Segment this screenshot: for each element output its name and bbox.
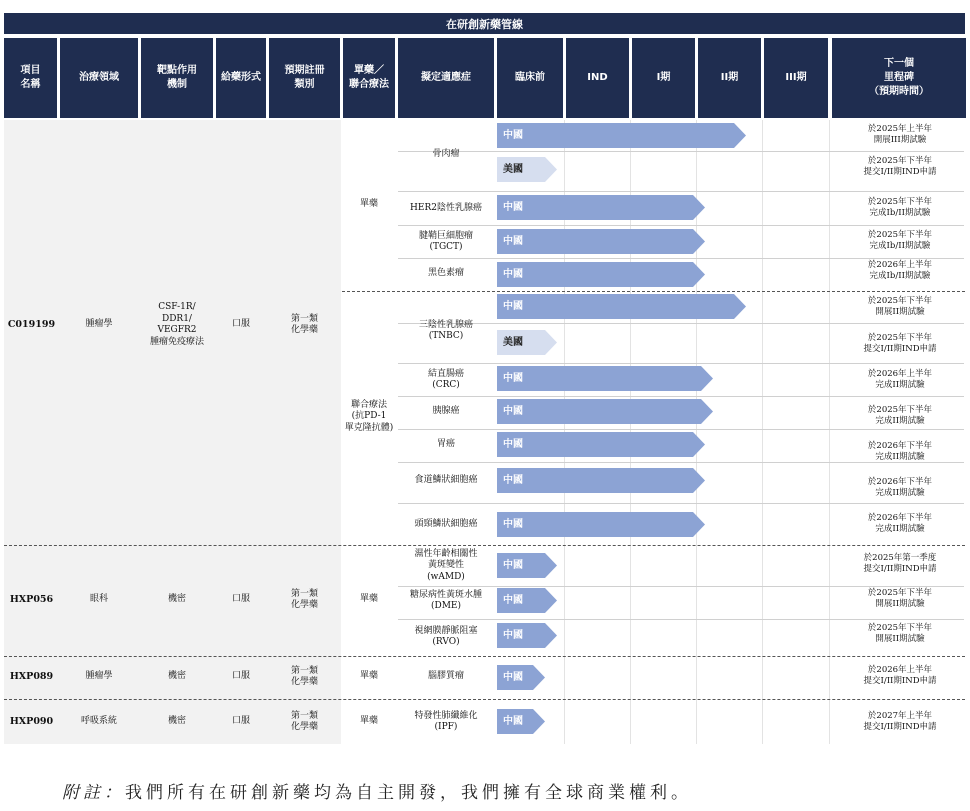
- progress-bar-region-label: 中國: [503, 373, 523, 384]
- registration-category: 第一類 化學藥: [290, 313, 318, 335]
- progress-bar: [497, 294, 746, 319]
- header-indication: 擬定適應症: [398, 38, 494, 118]
- progress-bar-region-label: 中國: [503, 672, 523, 683]
- progress-bar-region-label: 中國: [503, 475, 523, 486]
- progress-bar: [497, 553, 557, 578]
- progress-bar-region-label: 中國: [503, 236, 523, 247]
- row-divider: [398, 503, 964, 504]
- progress-bar: [497, 588, 557, 613]
- milestone: 於2027年上半年 提交I/II期IND申請: [863, 711, 937, 732]
- milestone: 於2026年下半年 完成II期試驗: [867, 513, 933, 534]
- indication: 頭頸鱗狀細胞癌: [414, 519, 478, 530]
- indication: 腦膠質瘤: [427, 671, 464, 682]
- progress-bar: [497, 157, 557, 182]
- row-divider: [398, 191, 964, 192]
- progress-bar-region-label: 中國: [503, 406, 523, 417]
- grid-line: [762, 120, 763, 744]
- progress-bar: [497, 432, 705, 457]
- progress-bar-region-label: 中國: [503, 630, 523, 641]
- progress-bar-region-label: 中國: [503, 130, 523, 141]
- indication: 糖尿病性黃斑水腫 (DME): [409, 589, 482, 611]
- indication: 胰腺癌: [432, 406, 460, 417]
- progress-bar: [497, 330, 557, 355]
- mechanism: 機密: [167, 716, 186, 727]
- milestone: 於2025年下半年 提交I/II期IND申請: [863, 333, 937, 354]
- progress-bar-region-label: 中國: [503, 301, 523, 312]
- project-divider: [4, 545, 965, 546]
- progress-bar: [497, 195, 705, 220]
- therapeutic-area: 腫瘤學: [85, 319, 113, 330]
- progress-bar-region-label: 中國: [503, 439, 523, 450]
- grid-line: [829, 120, 830, 744]
- milestone: 於2025年下半年 完成Ib/II期試驗: [867, 197, 933, 218]
- route: 口服: [231, 716, 250, 727]
- progress-bar: [497, 468, 705, 493]
- indication: HER2陰性乳腺癌: [410, 203, 482, 214]
- milestone: 於2025年下半年 完成Ib/II期試驗: [867, 230, 933, 251]
- milestone: 於2025年第一季度 提交I/II期IND申請: [863, 553, 937, 574]
- row-divider: [398, 363, 964, 364]
- progress-bar-region-label: 中國: [503, 560, 523, 571]
- project-code: C019199: [7, 319, 56, 331]
- indication: 黑色素瘤: [427, 268, 464, 279]
- mechanism: CSF-1R/ DDR1/ VEGFR2 腫瘤免疫療法: [149, 302, 204, 347]
- footnote: [62, 778, 692, 803]
- left-columns-shade: [4, 120, 341, 744]
- therapeutic-area: 呼吸系統: [80, 716, 117, 727]
- project-divider: [4, 699, 965, 700]
- indication: 視網膜靜脈阻塞 (RVO): [414, 625, 478, 647]
- registration-category: 第一類 化學藥: [290, 588, 318, 610]
- indication: 胃癌: [436, 439, 455, 450]
- route: 口服: [231, 671, 250, 682]
- header-ind: IND: [566, 38, 629, 118]
- progress-bar-region-label: 中國: [503, 269, 523, 280]
- milestone: 於2025年下半年 提交I/II期IND申請: [863, 156, 937, 177]
- progress-bar-region-label: 美國: [503, 337, 523, 348]
- therapeutic-area: 腫瘤學: [85, 671, 113, 682]
- mechanism: 機密: [167, 671, 186, 682]
- header-phase3: III期: [764, 38, 828, 118]
- progress-bar: [497, 623, 557, 648]
- milestone: 於2025年下半年 開展II期試驗: [867, 588, 933, 609]
- progress-bar: [497, 366, 713, 391]
- progress-bar: [497, 262, 705, 287]
- milestone: 於2026年下半年 完成II期試驗: [867, 477, 933, 498]
- project-code: HXP089: [9, 671, 54, 683]
- progress-bar-region-label: 中國: [503, 595, 523, 606]
- header-category: 預期註冊 類別: [269, 38, 340, 118]
- progress-bar: [497, 709, 545, 734]
- therapeutic-area: 眼科: [89, 594, 108, 605]
- header-area: 治療領域: [60, 38, 138, 118]
- milestone: 於2026年上半年 提交I/II期IND申請: [863, 665, 937, 686]
- therapy-type: 單藥: [359, 594, 378, 605]
- progress-bar-region-label: 中國: [503, 519, 523, 530]
- indication: 食道鱗狀細胞癌: [414, 475, 478, 486]
- therapy-type: 單藥: [359, 716, 378, 727]
- indication: 濕性年齡相關性 黃斑變性 (wAMD): [414, 548, 478, 582]
- row-divider: [398, 225, 964, 226]
- route: 口服: [231, 319, 250, 330]
- header-preclinical: 臨床前: [497, 38, 563, 118]
- header-milestone: 下一個 里程碑 （預期時間）: [832, 38, 966, 118]
- group-divider: [342, 291, 965, 292]
- project-divider: [4, 656, 965, 657]
- pipeline-title: 在研創新藥管線: [4, 13, 965, 34]
- progress-bar: [497, 512, 705, 537]
- registration-category: 第一類 化學藥: [290, 710, 318, 732]
- progress-bar: [497, 665, 545, 690]
- header-phase2: II期: [698, 38, 761, 118]
- header-route: 給藥形式: [216, 38, 266, 118]
- route: 口服: [231, 594, 250, 605]
- progress-bar-region-label: 中國: [503, 202, 523, 213]
- row-divider: [398, 429, 964, 430]
- milestone: 於2025年下半年 開展II期試驗: [867, 623, 933, 644]
- header-mono-combo: 單藥／ 聯合療法: [343, 38, 395, 118]
- milestone: 於2025年上半年 開展III期試驗: [867, 124, 933, 145]
- progress-bar-region-label: 中國: [503, 716, 523, 727]
- progress-bar: [497, 229, 705, 254]
- registration-category: 第一類 化學藥: [290, 665, 318, 687]
- row-divider: [398, 396, 964, 397]
- mechanism: 機密: [167, 594, 186, 605]
- therapy-type: 聯合療法 (抗PD-1 單克隆抗體): [344, 399, 394, 433]
- indication: 三陰性乳腺癌 (TNBC): [418, 319, 473, 341]
- indication: 腱鞘巨細胞瘤 (TGCT): [418, 230, 473, 252]
- header-mechanism: 靶點作用 機制: [141, 38, 213, 118]
- indication: 特發性肺纖維化 (IPF): [414, 710, 478, 732]
- milestone: 於2026年上半年 完成II期試驗: [867, 369, 933, 390]
- milestone: 於2026年上半年 完成Ib/II期試驗: [867, 260, 933, 281]
- therapy-type: 單藥: [359, 199, 378, 210]
- footnote-text: 我們所有在研創新藥均為自主開發，我們擁有全球商業權利。: [125, 783, 692, 803]
- project-code: HXP090: [9, 716, 54, 728]
- footnote-prefix: 附註：: [62, 783, 125, 803]
- progress-bar-region-label: 美國: [503, 164, 523, 175]
- therapy-type: 單藥: [359, 671, 378, 682]
- milestone: 於2026年下半年 完成II期試驗: [867, 441, 933, 462]
- milestone: 於2025年下半年 完成II期試驗: [867, 405, 933, 426]
- milestone: 於2025年下半年 開展II期試驗: [867, 296, 933, 317]
- row-divider: [398, 619, 964, 620]
- header-project: 項目 名稱: [4, 38, 57, 118]
- progress-bar: [497, 123, 746, 148]
- header-phase1: I期: [632, 38, 695, 118]
- indication: 骨肉瘤: [432, 149, 460, 160]
- progress-bar: [497, 399, 713, 424]
- project-code: HXP056: [9, 594, 54, 606]
- indication: 結直腸癌 (CRC): [427, 368, 464, 390]
